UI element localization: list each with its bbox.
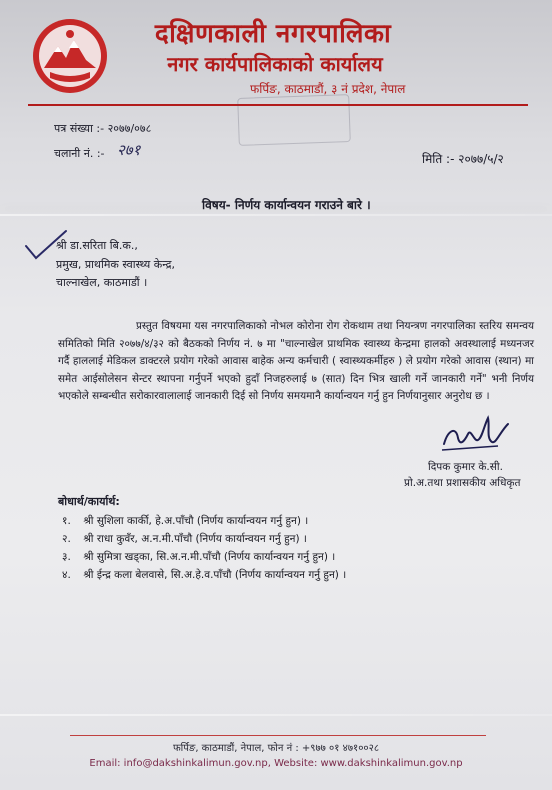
list-item-number: ४. [62, 569, 71, 581]
list-item-text: श्री राधा कुवँर, अ.न.मी.पाँचौ (निर्णय कार्यान्वयन गर्नु हुन) । [83, 533, 307, 545]
list-item-text: श्री ईन्द्र कला बेलवासे, सि.अ.हे.व.पाँचौ (निर्णय कार्यान्वयन गर्नु हुन) । [83, 569, 347, 581]
nepal-emblem-icon [30, 16, 110, 96]
paper-fold [0, 714, 552, 716]
letter-body: प्रस्तुत विषयमा यस नगरपालिकाको नोभल कोरोना रोग रोकथाम तथा नियन्त्रण नगरपालिका स्तरिय समन्वय समितिको मिति २०७७/४/३२ को बैठकको निर्णय नं. ७ मा "चाल्नाखेल प्राथमिक स्वास्थ्य केन्द्रमा हालको अवस्थालाई मध्यनजर गर्दै हाललाई मेडिकल डाक्टरले प्रयोग गरेको आवास बाहेक अन्य कर्मचारी ( स्वास्थ्यकर्मीहरु ) ले प्रयोग गरेको आवास (स्थान) मा समेत आईसोलेसन सेन्टर स्थापना गर्नुपर्ने भएको हुदाँ निजहरुलाई ७ (सात) दिन भित्र खाली गर्ने जानकारी गर्ने" भनी निर्णय भएकोले सम्बन्धीत सरोकारवालालाई जानकारी दिई सो निर्णय समयमानै कार्यान्वयन गर्नु हुन निर्णयानुसार अनुरोध छ । [58, 320, 534, 402]
paper-fold [0, 214, 552, 216]
footer-contact: फर्पिङ, काठमाडौं, नेपाल, फोन नं : +९७७ ०१ ४७१००२८ [172, 743, 380, 754]
list-item [62, 514, 308, 528]
signatory-name: दिपक कुमार के.सी. [428, 461, 503, 473]
list-item-text: श्री सुशिला कार्की, हे.अ.पाँचौ (निर्णय कार्यान्वयन गर्नु हुन) । [83, 515, 309, 527]
list-item-text: श्री सुमित्रा खड्का, सि.अ.न.मी.पाँचौ (निर्णय कार्यान्वयन गर्नु हुन) । [83, 551, 336, 563]
chalani-number: २७१ [117, 141, 141, 159]
list-item-number: ३. [62, 551, 71, 563]
signature-icon [438, 412, 512, 460]
patra-sankhya: पत्र संख्या :- २०७७/०७८ [54, 122, 152, 135]
office-address: फर्पिङ, काठमाडौं, ३ नं प्रदेश, नेपाल [250, 82, 406, 96]
office-name: नगर कार्यपालिकाको कार्यालय [167, 52, 383, 76]
list-item [62, 532, 307, 546]
recipient-name: श्री डा.सरिता बि.क., [56, 239, 138, 252]
recipient-location: चाल्नाखेल, काठमाडौं । [56, 276, 148, 289]
received-stamp [237, 94, 351, 146]
subject-line: विषय- निर्णय कार्यान्वयन गराउने बारे । [202, 198, 371, 212]
bodharth-heading: बोधार्थ/कार्यार्थ: [58, 495, 120, 508]
list-item-number: १. [62, 515, 71, 527]
list-item [62, 550, 335, 564]
signatory-title: प्रो.अ.तथा प्रशासकीय अधिकृत [404, 477, 521, 489]
recipient-position: प्रमुख, प्राथमिक स्वास्थ्य केन्द्र, [56, 258, 175, 271]
footer-web: Email: info@dakshinkalimun.gov.np, Website: www.dakshinkalimun.gov.np [89, 758, 463, 769]
letter-date: मिति :- २०७७/५/२ [422, 152, 504, 166]
list-item-number: २. [62, 533, 71, 545]
list-item [62, 568, 346, 582]
footer-rule [70, 735, 486, 736]
org-name: दक्षिणकाली नगरपालिका [154, 19, 392, 49]
chalani-label: चलानी नं. :- [54, 147, 105, 160]
